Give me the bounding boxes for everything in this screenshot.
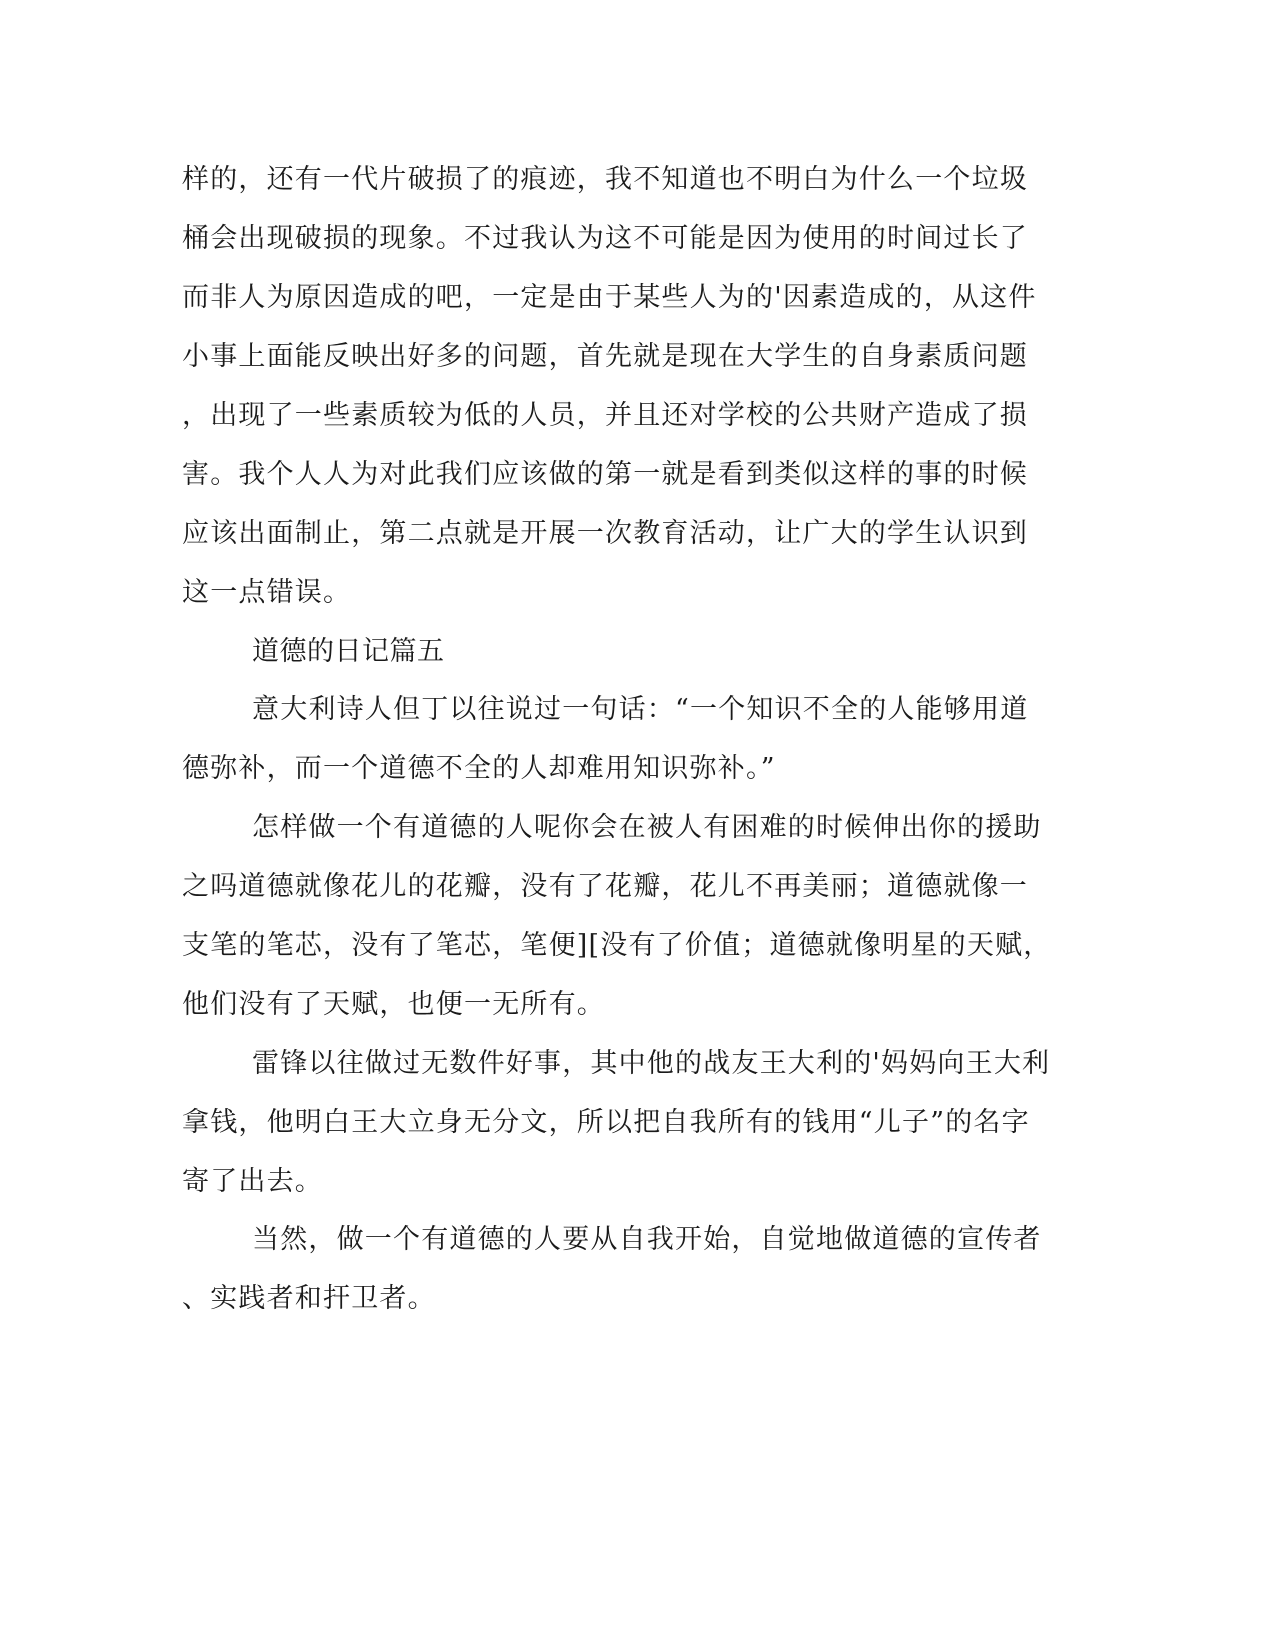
paragraph-line: 应该出面制止，第二点就是开展一次教育活动，让广大的学生认识到 xyxy=(182,518,1028,549)
paragraph-line: 小事上面能反映出好多的问题，首先就是现在大学生的自身素质问题 xyxy=(182,341,1028,372)
paragraph-line: 之吗道德就像花儿的花瓣，没有了花瓣，花儿不再美丽；道德就像一 xyxy=(182,871,1028,902)
paragraph-line: 怎样做一个有道德的人呢你会在被人有困难的时候伸出你的援助 xyxy=(252,812,1042,843)
paragraph-line: 拿钱，他明白王大立身无分文，所以把自我所有的钱用“儿子”的名字 xyxy=(182,1107,1030,1138)
paragraph-line: 桶会出现破损的现象。不过我认为这不可能是因为使用的时间过长了 xyxy=(182,223,1028,254)
paragraph-line: 这一点错误。 xyxy=(182,577,352,608)
paragraph-line: 德弥补，而一个道德不全的人却难用知识弥补。” xyxy=(182,753,776,784)
paragraph-line: 而非人为原因造成的吧，一定是由于某些人为的'因素造成的，从这件 xyxy=(182,282,1037,313)
paragraph-line: 害。我个人人为对此我们应该做的第一就是看到类似这样的事的时候 xyxy=(182,459,1028,490)
paragraph-line: 支笔的笔芯，没有了笔芯，笔便][没有了价值；道德就像明星的天赋， xyxy=(182,930,1052,961)
paragraph-line: 、实践者和扞卫者。 xyxy=(182,1283,436,1314)
paragraph-line: 样的，还有一代片破损了的痕迹，我不知道也不明白为什么一个垃圾 xyxy=(182,164,1028,195)
paragraph-line: 意大利诗人但丁以往说过一句话：“一个知识不全的人能够用道 xyxy=(252,694,1029,725)
paragraph-line: 当然，做一个有道德的人要从自我开始，自觉地做道德的宣传者 xyxy=(252,1224,1042,1255)
section-heading: 道德的日记篇五 xyxy=(252,636,445,667)
paragraph-line: ，出现了一些素质较为低的人员，并且还对学校的公共财产造成了损 xyxy=(182,400,1028,431)
paragraph-line: 他们没有了天赋，也便一无所有。 xyxy=(182,989,605,1020)
paragraph-line: 寄了出去。 xyxy=(182,1166,323,1197)
paragraph-line: 雷锋以往做过无数件好事，其中他的战友王大利的'妈妈向王大利 xyxy=(252,1048,1051,1079)
